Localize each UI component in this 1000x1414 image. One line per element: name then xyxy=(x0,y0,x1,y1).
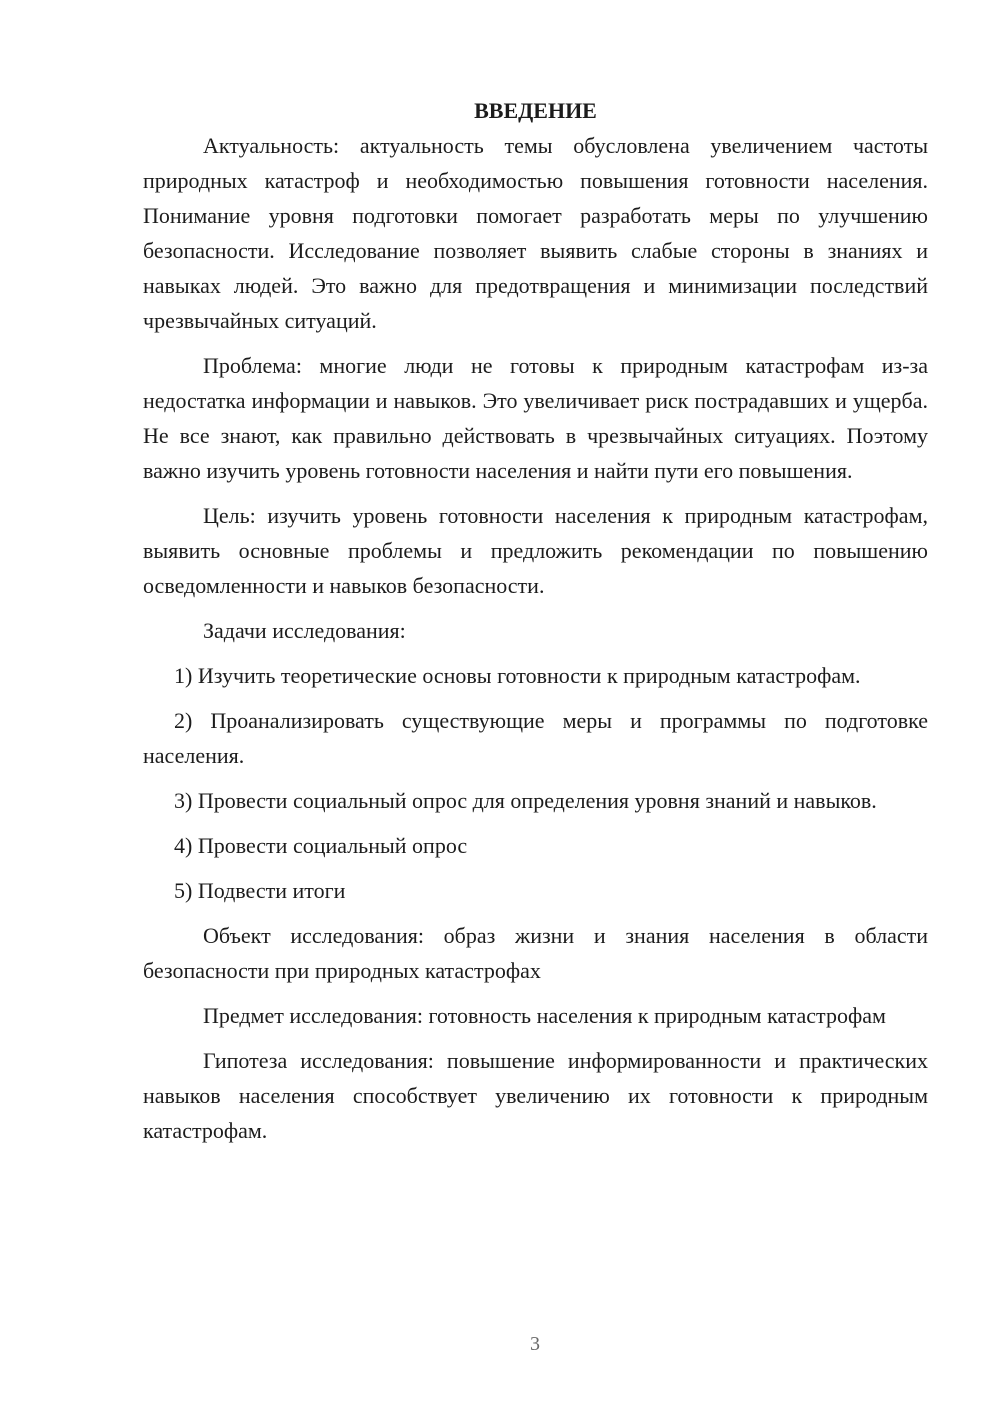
paragraph-object: Объект исследования: образ жизни и знания населения в области безопасности при природных катастрофах xyxy=(143,923,928,983)
paragraph-problem: Проблема: многие люди не готовы к природным катастрофам из-за недостатка информации и навыков. Это увеличивает риск пострадавших и ущерба. Не все знают, как правильно действовать в чрезвычайных ситуациях. Поэтому важно изучить уровень готовности населения и найти пути его повышения. xyxy=(143,353,928,483)
document-page xyxy=(143,93,928,1148)
list-item: 2) Проанализировать существующие меры и программы по подготовке населения. xyxy=(143,708,928,768)
paragraph-subject: Предмет исследования: готовность населения к природным катастрофам xyxy=(203,1003,886,1028)
list-item: 3) Провести социальный опрос для определения уровня знаний и навыков. xyxy=(174,788,877,813)
list-item: 1) Изучить теоретические основы готовности к природным катастрофам. xyxy=(174,663,861,688)
paragraph-tasks-heading: Задачи исследования: xyxy=(203,618,406,643)
paragraph-goal: Цель: изучить уровень готовности населения к природным катастрофам, выявить основные проблемы и предложить рекомендации по повышению осведомленности и навыков безопасности. xyxy=(143,503,928,598)
paragraph-hypothesis: Гипотеза исследования: повышение информированности и практических навыков населения способствует увеличению их готовности к природным катастрофам. xyxy=(143,1048,928,1143)
paragraph-relevance: Актуальность: актуальность темы обусловлена увеличением частоты природных катастроф и необходимостью повышения готовности населения. Понимание уровня подготовки помогает разработать меры по улучшению безопасности. Исследование позволяет выявить слабые стороны в знаниях и навыках людей. Это важно для предотвращения и минимизации последствий чрезвычайных ситуаций. xyxy=(143,133,928,333)
list-item: 4) Провести социальный опрос xyxy=(174,833,468,858)
page-number: 3 xyxy=(530,1333,540,1355)
list-item: 5) Подвести итоги xyxy=(174,878,346,903)
page-title: ВВЕДЕНИЕ xyxy=(474,98,597,123)
